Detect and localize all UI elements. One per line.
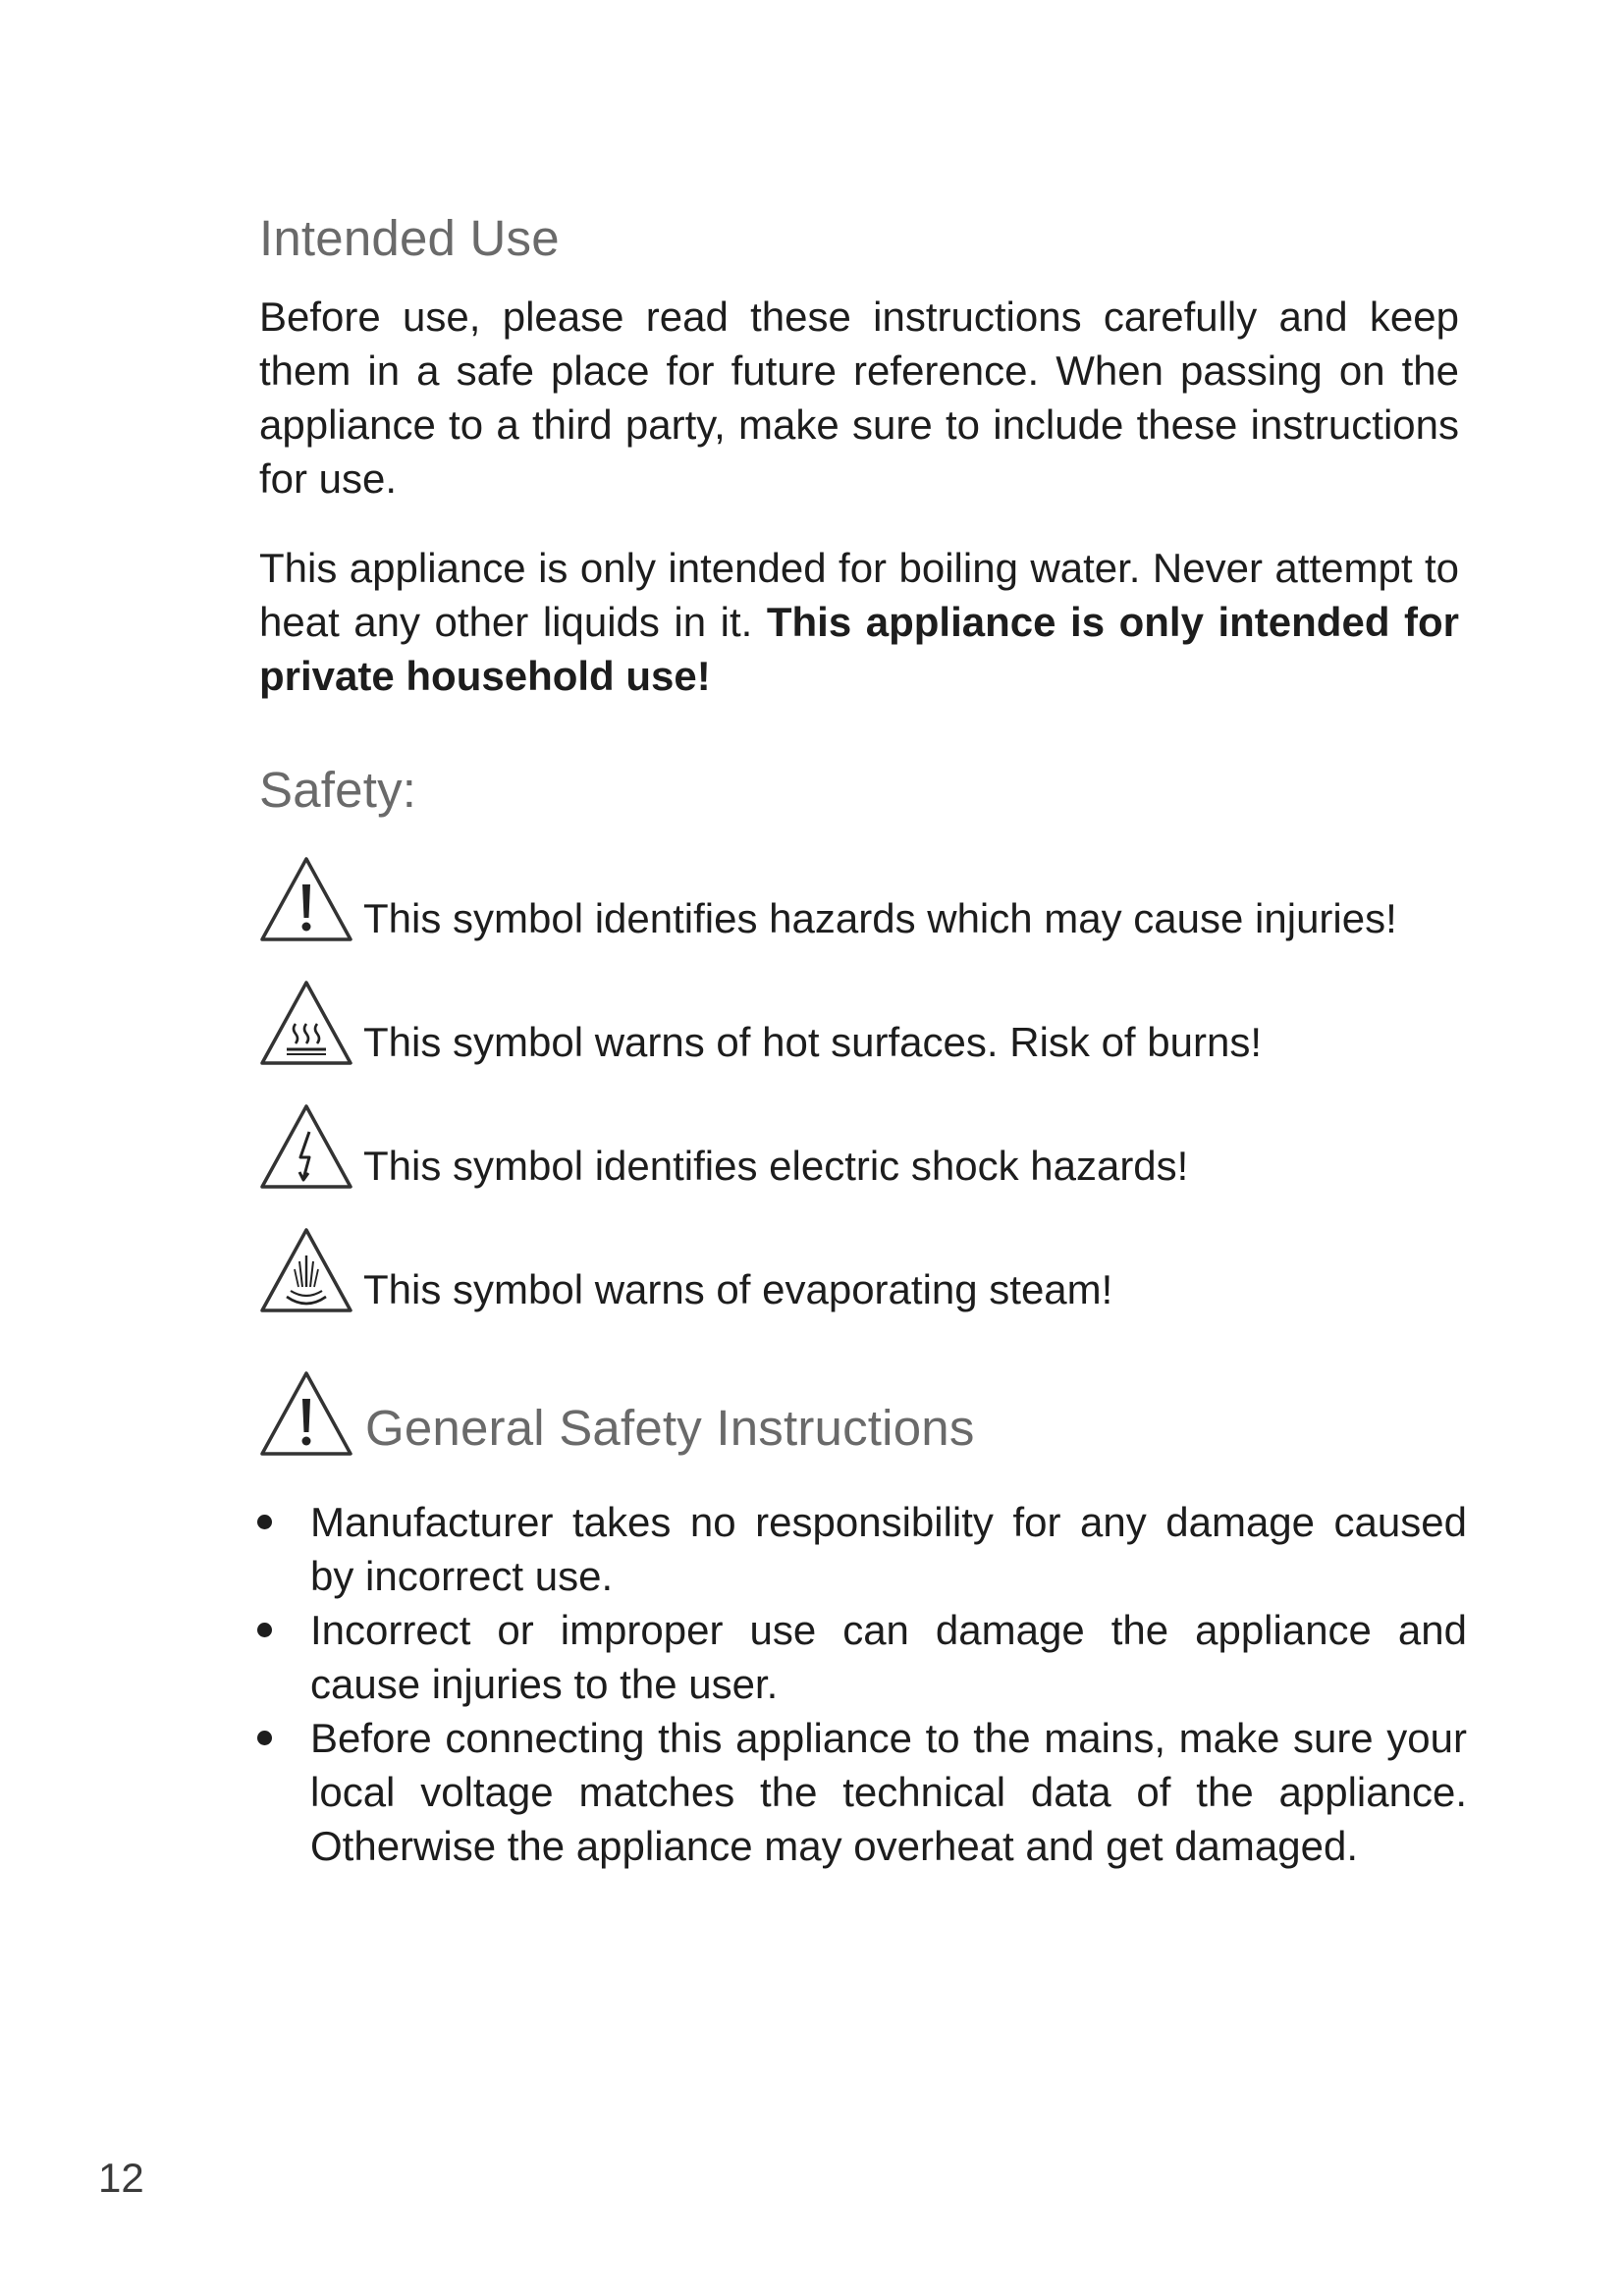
page-number: 12 bbox=[98, 2155, 144, 2201]
intended-use-heading: Intended Use bbox=[259, 210, 560, 266]
bullet-item bbox=[251, 1711, 1467, 1873]
general-safety-header bbox=[259, 1363, 1459, 1458]
general-safety-bullet-list bbox=[251, 1495, 1467, 1873]
general-safety-heading: General Safety Instructions bbox=[365, 1400, 975, 1457]
intended-use-purpose-paragraph bbox=[259, 541, 1459, 703]
exclamation-warning-icon bbox=[259, 855, 353, 943]
bullet-dot bbox=[257, 1515, 272, 1529]
bullet-dot bbox=[257, 1623, 272, 1637]
page-content bbox=[259, 208, 1467, 1873]
safety-symbol-list bbox=[259, 849, 1459, 1314]
hot-surface-warning-icon bbox=[259, 979, 353, 1067]
symbol-text-electric-shock: This symbol identifies electric shock hazards! bbox=[363, 1143, 1189, 1190]
steam-warning-icon bbox=[259, 1226, 353, 1314]
symbol-text-injury: This symbol identifies hazards which may cause injuries! bbox=[363, 895, 1397, 942]
intended-use-intro-paragraph: Before use, please read these instructions carefully and keep them in a safe place for future reference. When passing on the appliance to a third party, make sure to include these instructions for use. bbox=[259, 294, 1459, 503]
exclamation-warning-icon bbox=[259, 1369, 353, 1458]
purpose-bold-text: This appliance is only intended for private household use! bbox=[259, 599, 1460, 700]
bullet-dot bbox=[257, 1731, 272, 1745]
bullet-text: Incorrect or improper use can damage the appliance and cause injuries to the user. bbox=[310, 1607, 1467, 1708]
symbol-row-injury bbox=[259, 849, 1459, 943]
symbol-row-steam bbox=[259, 1220, 1459, 1314]
symbol-text-hot-surface: This symbol warns of hot surfaces. Risk of burns! bbox=[363, 1019, 1262, 1066]
bullet-text: Manufacturer takes no responsibility for any damage caused by incorrect use. bbox=[310, 1499, 1467, 1600]
purpose-text: This appliance is only intended for boiling water. Never attempt to heat any other liquids in it. bbox=[259, 545, 1459, 646]
bullet-text: Before connecting this appliance to the mains, make sure your local voltage matches the technical data of the appliance. Otherwise the appliance may overheat and get damaged. bbox=[310, 1715, 1467, 1870]
symbol-row-hot-surface bbox=[259, 973, 1459, 1067]
bullet-item bbox=[251, 1495, 1467, 1603]
bullet-item bbox=[251, 1603, 1467, 1711]
symbol-row-electric-shock bbox=[259, 1096, 1459, 1191]
electric-shock-warning-icon bbox=[259, 1102, 353, 1191]
symbol-text-steam: This symbol warns of evaporating steam! bbox=[363, 1266, 1113, 1313]
safety-heading: Safety: bbox=[259, 762, 417, 819]
